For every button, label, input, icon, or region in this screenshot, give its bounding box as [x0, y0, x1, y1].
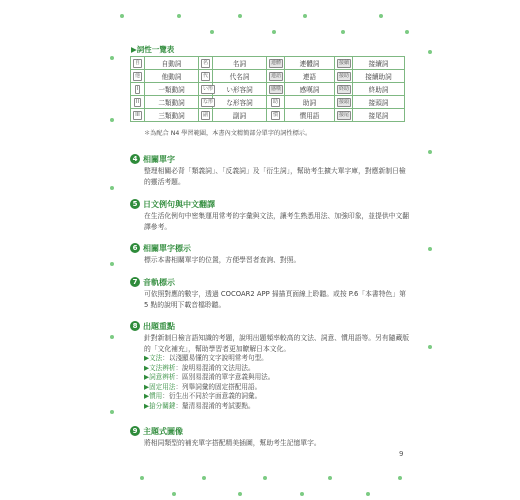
list-item-label: 慣用 [149, 392, 163, 400]
bullet: ▶ [144, 363, 150, 372]
list-item [144, 373, 274, 383]
decorative-dot [177, 14, 181, 18]
pos-badge-cell [131, 70, 145, 83]
pos-badge-cell [199, 57, 213, 70]
pos-badge: 代 [203, 73, 209, 79]
pos-table-title: ▶詞性一覽表 [131, 45, 175, 54]
decorative-dot [140, 476, 144, 480]
pos-badge: 接助 [339, 73, 350, 79]
decorative-dot [428, 345, 432, 349]
list-item [144, 354, 274, 364]
section-title: 主題式圖像 [143, 427, 183, 436]
decorative-dot [428, 150, 432, 154]
decorative-dot [303, 14, 307, 18]
pos-badge-cell [131, 83, 145, 96]
list-item-text: ：說明易混淆的文法用法。 [175, 363, 255, 372]
pos-label: 連語 [285, 70, 335, 83]
section-number-badge: 8 [130, 321, 140, 331]
section-body: 標示本書相關單字的位置，方便學習者查詢、對照。 [144, 256, 301, 264]
bullet: ▶ [144, 373, 150, 381]
section-number-badge: 5 [130, 199, 140, 209]
decorative-dot [405, 30, 409, 34]
decorative-dot [238, 14, 242, 18]
pos-label: 接續助詞 [353, 70, 405, 83]
pos-label: 終助詞 [353, 83, 405, 96]
pos-badge: 助 [272, 99, 278, 105]
pos-label: な形容詞 [213, 96, 267, 109]
pos-label: 感嘆詞 [285, 83, 335, 96]
list-item-label: 固定用法 [149, 382, 176, 391]
pos-row [131, 70, 405, 83]
pos-badge-cell [267, 109, 285, 122]
pos-badge: 副 [203, 112, 209, 118]
pos-label: 慣用語 [285, 109, 335, 122]
list-item [144, 383, 274, 393]
pos-label: 他動詞 [145, 70, 199, 83]
decorative-dot [300, 492, 304, 496]
bullet: ▶ [144, 392, 150, 400]
decorative-dot [172, 492, 176, 496]
pos-badge: III [135, 112, 140, 118]
pos-badge: 接頭 [339, 99, 350, 105]
list-item [144, 364, 274, 374]
pos-badge-cell [199, 109, 213, 122]
decorative-dot [120, 14, 124, 18]
list-item-text: ：衍生出不同於字面意義的詞彙。 [162, 392, 262, 400]
decorative-dot [238, 492, 242, 496]
list-item [144, 392, 274, 402]
pos-table [130, 56, 405, 122]
section-title: 日文例句與中文翻譯 [143, 200, 215, 209]
list-item-text: ：以淺顯易懂的文字說明常考句型。 [162, 354, 268, 362]
pos-label: い形容詞 [213, 83, 267, 96]
pos-label: 三類動詞 [145, 109, 199, 122]
pos-label: 接頭詞 [353, 96, 405, 109]
pos-table-note: ＊為配合 N4 學習範圍，本書內文精簡部分單字的詞性標示。 [144, 130, 312, 137]
pos-badge: 慣 [272, 112, 278, 118]
decorative-dot [110, 262, 114, 266]
section-body: 將相同類型的補充單字搭配精美插圖，幫助考生記憶單字。 [144, 439, 321, 447]
section-title: 出題重點 [143, 322, 175, 331]
pos-badge: 自 [135, 60, 141, 66]
pos-badge: II [136, 99, 139, 105]
page-number: 9 [399, 450, 404, 458]
section-number-badge: 7 [130, 277, 140, 287]
section-number-badge: 6 [130, 243, 140, 253]
section-body: 可依照對應的數字，透過 COCOAR2 APP 掃描頁面線上聆聽。或按 P.6「本書特色」第 5 點的說明下載音檔聆聽。 [144, 290, 406, 309]
pos-badge-cell [267, 96, 285, 109]
decorative-dot [110, 56, 114, 60]
list-item-label: 文法 [149, 354, 163, 362]
section-body: 整理相關必背「類義詞」、「反義詞」及「衍生詞」，幫助考生擴大單字庫，對應新制日檢的靈活考題。 [144, 167, 406, 186]
pos-badge: い形 [203, 86, 214, 92]
section-title: 相關單字 [143, 155, 175, 164]
pos-badge: 接尾 [339, 112, 350, 118]
pos-badge-cell [199, 83, 213, 96]
pos-badge-cell [131, 109, 145, 122]
pos-label: 接續詞 [353, 57, 405, 70]
list-item-text: ：釐清易混淆的考試要點。 [175, 401, 255, 410]
decorative-dot [110, 410, 114, 414]
pos-label: 副詞 [213, 109, 267, 122]
section-title: 相關單字標示 [143, 244, 191, 253]
pos-badge-cell [267, 70, 285, 83]
pos-label: 代名詞 [213, 70, 267, 83]
decorative-dot [272, 30, 276, 34]
exam-points-list [144, 354, 274, 411]
decorative-dot [110, 186, 114, 190]
decorative-dot [110, 335, 114, 339]
section-number-badge: 9 [130, 426, 140, 436]
decorative-dot [398, 476, 402, 480]
pos-row [131, 83, 405, 96]
pos-label: 連體詞 [285, 57, 335, 70]
pos-badge: な形 [203, 99, 214, 105]
decorative-dot [210, 30, 214, 34]
pos-badge-cell [335, 109, 353, 122]
decorative-dot [110, 118, 114, 122]
pos-row [131, 109, 405, 122]
decorative-dot [328, 476, 332, 480]
decorative-dot [428, 247, 432, 251]
pos-badge-cell [199, 70, 213, 83]
pos-badge: 他 [135, 73, 141, 79]
pos-badge-cell [335, 70, 353, 83]
section-title: 音軌標示 [143, 278, 175, 287]
decorative-dot [341, 30, 345, 34]
list-item-label: 搶分關鍵 [149, 401, 176, 410]
section-number-badge: 4 [130, 154, 140, 164]
pos-badge: 感嘆 [271, 86, 282, 92]
list-item-text: ：列舉詞彙的固定搭配用語。 [175, 382, 262, 391]
pos-badge-cell [199, 96, 213, 109]
pos-badge-cell [267, 83, 285, 96]
list-item-text: ：區別易混淆的單字意義與用法。 [175, 373, 275, 381]
decorative-dot [202, 476, 206, 480]
pos-badge-cell [335, 83, 353, 96]
list-item-label: 文法辨析 [149, 363, 176, 372]
pos-label: 名詞 [213, 57, 267, 70]
pos-badge: 接續 [339, 60, 350, 66]
pos-row [131, 57, 405, 70]
pos-badge: 連語 [271, 73, 282, 79]
bullet: ▶ [144, 401, 150, 410]
pos-badge: 名 [203, 60, 209, 66]
section-body: 在生活化例句中密集運用常考的字彙與文法，讓考生熟悉用法、加強印象，並提供中文翻譯參考。 [144, 212, 410, 231]
pos-badge: I [136, 86, 139, 92]
section-body: 針對新制日檢言語知識的考題，說明出題頻率較高的文法、詞意、慣用語等。另有隨藏版的「文化補充」，幫助學習者更加瞭解日本文化。 [144, 334, 410, 353]
pos-row [131, 96, 405, 109]
pos-badge: 終助 [339, 86, 350, 92]
decorative-dot [428, 50, 432, 54]
pos-badge-cell [267, 57, 285, 70]
pos-badge-cell [335, 96, 353, 109]
pos-label: 助詞 [285, 96, 335, 109]
list-item-label: 詞意辨析 [149, 373, 176, 381]
pos-badge-cell [131, 57, 145, 70]
bullet: ▶ [144, 354, 150, 362]
pos-badge-cell [335, 57, 353, 70]
list-item [144, 402, 274, 412]
decorative-dot [366, 492, 370, 496]
pos-badge: 連體 [271, 60, 282, 66]
pos-label: 二類動詞 [145, 96, 199, 109]
decorative-dot [379, 14, 383, 18]
pos-label: 一類動詞 [145, 83, 199, 96]
pos-label: 接尾詞 [353, 109, 405, 122]
pos-label: 自動詞 [145, 57, 199, 70]
bullet: ▶ [144, 382, 150, 391]
pos-badge-cell [131, 96, 145, 109]
decorative-dot [263, 476, 267, 480]
